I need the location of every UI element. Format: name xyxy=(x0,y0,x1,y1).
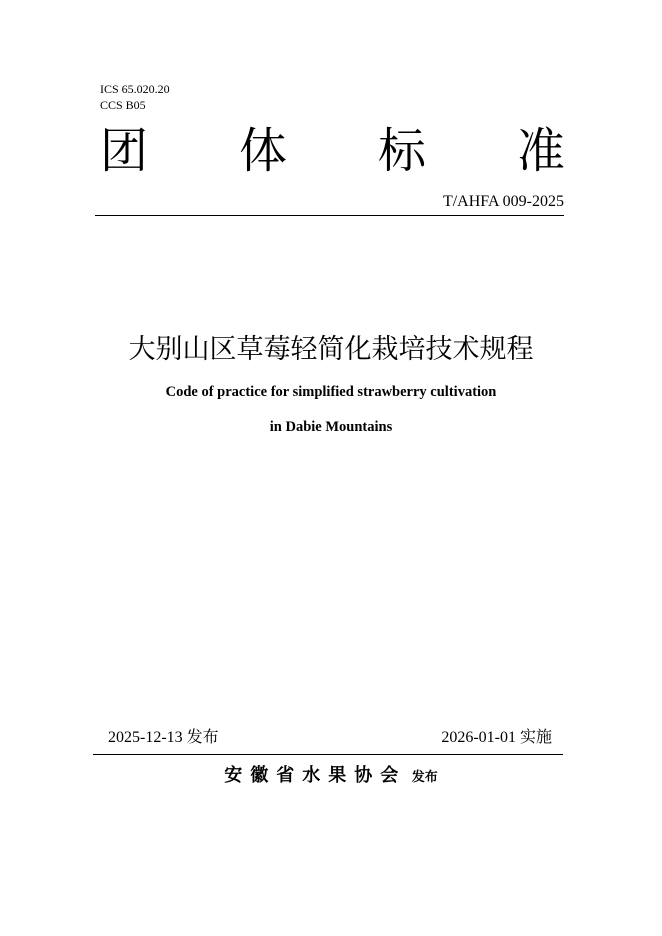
document-title-chinese: 大别山区草莓轻简化栽培技术规程 xyxy=(128,334,534,365)
document-title-english-line2: in Dabie Mountains xyxy=(269,419,393,435)
publisher-organization: 安徽省水果协会 xyxy=(224,765,407,786)
publish-action: 发布 xyxy=(411,770,438,785)
publisher-line xyxy=(0,761,662,787)
implementation-date: 2026-01-01 实施 xyxy=(441,729,552,746)
standard-type-heading xyxy=(100,124,565,178)
ics-code: ICS 65.020.20 xyxy=(100,82,170,96)
classification-codes xyxy=(100,81,170,113)
standard-type-char: 标 xyxy=(377,123,426,179)
ccs-code: CCS B05 xyxy=(100,98,146,112)
standard-type-char: 团 xyxy=(100,123,149,179)
standard-type-char: 准 xyxy=(516,123,565,179)
document-title-english-line1: Code of practice for simplified strawberry cultivation xyxy=(165,384,497,400)
standard-number: T/AHFA 009-2025 xyxy=(442,193,564,210)
issue-date: 2025-12-13 发布 xyxy=(108,729,219,746)
top-divider xyxy=(95,215,564,216)
standard-type-char: 体 xyxy=(238,123,287,179)
bottom-divider xyxy=(93,754,563,755)
